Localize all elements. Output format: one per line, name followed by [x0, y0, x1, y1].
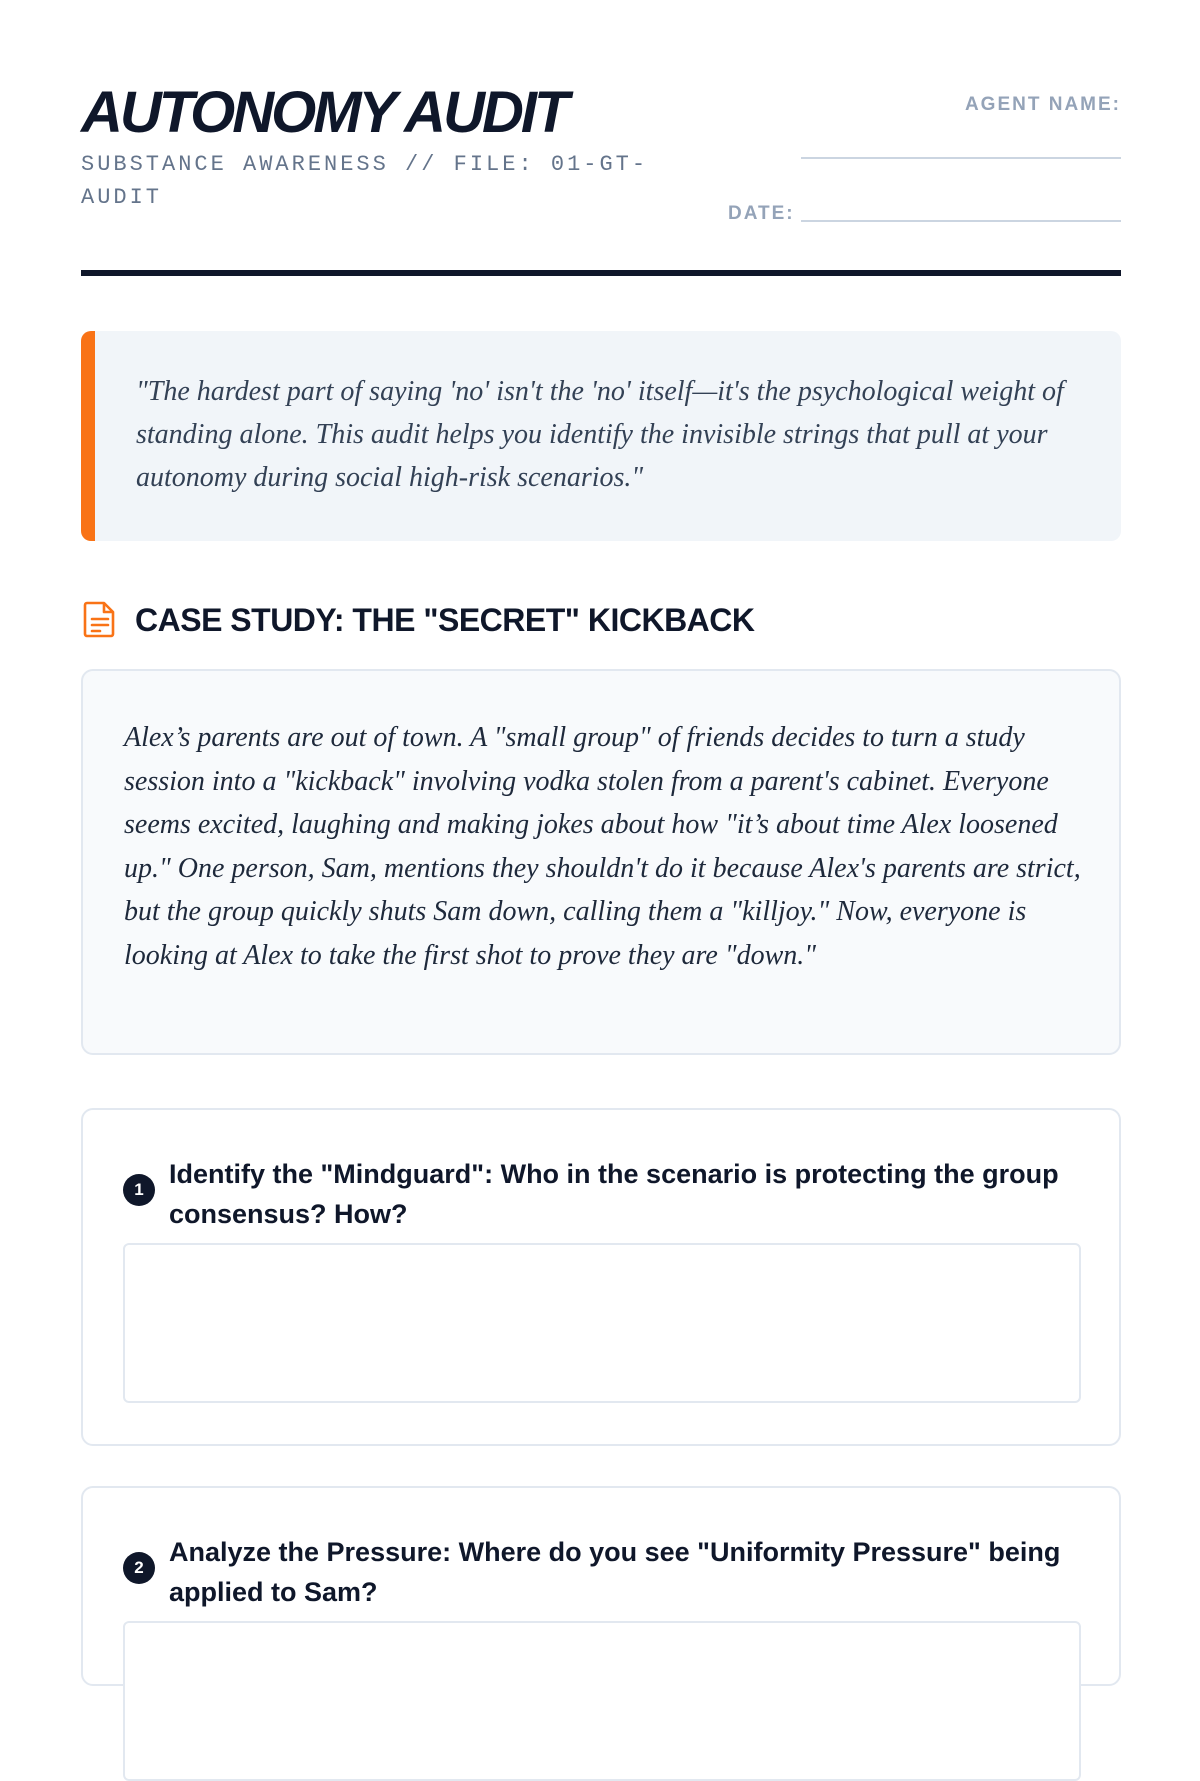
document-icon [83, 600, 117, 638]
agent-name-label: AGENT NAME: [964, 94, 1121, 115]
agent-name-field[interactable] [801, 157, 1121, 159]
question-card-2 [81, 1486, 1121, 1686]
question-number-badge: 2 [123, 1552, 155, 1584]
date-field[interactable] [801, 220, 1121, 222]
question-text: Identify the "Mindguard": Who in the scenario is protecting the group consensus? How? [169, 1159, 1059, 1229]
case-study-box [81, 669, 1121, 1055]
case-study-title: CASE STUDY: THE "SECRET" KICKBACK [135, 602, 755, 638]
header-divider [81, 270, 1121, 276]
page-title: AUTONOMY AUDIT [81, 80, 567, 145]
question-card-1 [81, 1108, 1121, 1446]
quote-text: "The hardest part of saying 'no' isn't the 'no' itself—it's the psychological weight of standing alone. This audit helps you identify the invisible strings that pull at your autonomy during social high-risk scenarios." [136, 376, 1064, 493]
page-header [81, 0, 1121, 276]
case-study-heading [81, 598, 1121, 640]
intro-quote [81, 331, 1121, 541]
answer-input-1[interactable] [123, 1243, 1081, 1403]
quote-accent-bar [81, 331, 95, 541]
question-text: Analyze the Pressure: Where do you see "Uniformity Pressure" being applied to Sam? [169, 1537, 1061, 1607]
file-subtitle: SUBSTANCE AWARENESS // FILE: 01-GT-AUDIT [81, 152, 649, 210]
answer-input-2[interactable] [123, 1621, 1081, 1781]
date-label: DATE: [728, 203, 795, 224]
audit-page [81, 0, 1121, 1607]
case-study-text: Alex’s parents are out of town. A "small group" of friends decides to turn a study session into a "kickback" involving vodka stolen from a parent's cabinet. Everyone seems excited, laughing and making jokes about how "it’s about time Alex loosened up." One person, Sam, mentions they shouldn't do it because Alex's parents are strict, but the group quickly shuts Sam down, calling them a "killjoy." Now, everyone is looking at Alex to take the first shot to prove they are "down." [124, 722, 1081, 971]
question-number-badge: 1 [123, 1174, 155, 1206]
